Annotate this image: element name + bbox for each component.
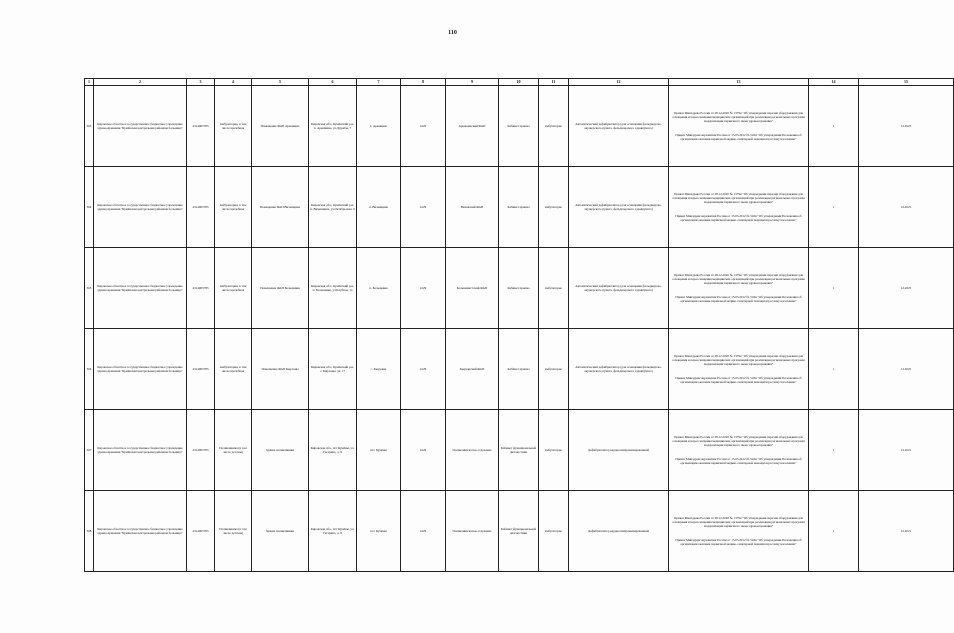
column-number: 10: [499, 79, 539, 86]
legal-basis-order-1379n: Приказ Минздрава России от 28.12.2020 № 1379н "Об утверждении перечня оборудования для оснащения и переоснащения медицинских организаций при реализации региональных программ модернизации первичного звена здравоохранения": [672, 435, 805, 447]
row-number: 366: [85, 329, 94, 410]
table-row: [85, 86, 954, 167]
care-type: амбулаторно: [539, 167, 569, 248]
organization-name: Кировское областное государственное бюджетное учреждение здравоохранения "Кумёнская центральная районная больница": [94, 410, 187, 491]
equipment-name: Дефибриллятор кардиосинхронизированный: [569, 491, 669, 572]
organization-name: Кировское областное государственное бюджетное учреждение здравоохранения "Кумёнская центральная районная больница": [94, 248, 187, 329]
quantity: 1: [809, 86, 859, 167]
equipment-name: Автоматический дефибриллятор (для оснащения фельдшерско-акушерского пункта, фельдшерского здравпункта): [569, 86, 669, 167]
code: 4129: [401, 329, 446, 410]
inn: 4314005783: [187, 329, 215, 410]
column-number: 15: [859, 79, 954, 86]
row-number: 368: [85, 491, 94, 572]
quantity: 1: [809, 491, 859, 572]
address: Кировская обл., Кумёнский р-н, п. Аркашино, ул.Дружбы, 7: [309, 86, 357, 167]
table-row: [85, 329, 954, 410]
row-number: 364: [85, 167, 94, 248]
room: Кабинет приема: [499, 248, 539, 329]
legal-basis: [669, 248, 809, 329]
code: 4129: [401, 248, 446, 329]
unit-name: Здание поликлиники: [252, 410, 309, 491]
room: Кабинет приема: [499, 329, 539, 410]
row-number: 367: [85, 410, 94, 491]
legal-basis: [669, 167, 809, 248]
due-date: 12.2025: [859, 167, 954, 248]
page-number: 110: [448, 30, 457, 36]
legal-basis-order-1379n: Приказ Минздрава России от 28.12.2020 № 1379н "Об утверждении перечня оборудования для оснащения и переоснащения медицинских организаций при реализации региональных программ модернизации первичного звена здравоохранения": [672, 354, 805, 366]
care-type: амбулаторно: [539, 329, 569, 410]
column-number: 2: [94, 79, 187, 86]
legal-basis-order-543n: Приказ Минздравсоцразвития России от 15.05.2012 № 543н "Об утверждении Положения об организации оказания первичной медико-санитарной помощи взрослому населению": [675, 457, 802, 465]
table-row: [85, 167, 954, 248]
equipment-registry-table: [84, 78, 954, 572]
facility-type: Амбулатория, в том числе врачебная: [215, 248, 252, 329]
column-number: 4: [215, 79, 252, 86]
code: 4129: [401, 491, 446, 572]
equipment-name: Автоматический дефибриллятор (для оснащения фельдшерско-акушерского пункта, фельдшерского здравпункта): [569, 329, 669, 410]
legal-basis: [669, 491, 809, 572]
quantity: 1: [809, 248, 859, 329]
legal-basis: [669, 329, 809, 410]
facility-type: Амбулатория, в том числе врачебная: [215, 167, 252, 248]
unit-name: Помещение ФАП Кырчаны: [252, 329, 309, 410]
address: Кировская обл., Кумёнский р-н, с. Кырчаны, ул. 17: [309, 329, 357, 410]
legal-basis: [669, 86, 809, 167]
column-number: 6: [309, 79, 357, 86]
table-row: [85, 410, 954, 491]
column-number: 12: [569, 79, 669, 86]
organization-name: Кировское областное государственное бюджетное учреждение здравоохранения "Кумёнская центральная районная больница": [94, 329, 187, 410]
column-number: 13: [669, 79, 809, 86]
settlement: пгт. Кумёны: [357, 491, 401, 572]
column-number: 1: [85, 79, 94, 86]
column-number: 7: [357, 79, 401, 86]
legal-basis-order-543n: Приказ Минздравсоцразвития России от 15.05.2012 № 543н "Об утверждении Положения об организации оказания первичной медико-санитарной помощи взрослому населению": [675, 214, 802, 222]
column-number: 8: [401, 79, 446, 86]
room: Кабинет приема: [499, 167, 539, 248]
column-number: 5: [252, 79, 309, 86]
department: Кырчанский ФАП: [446, 329, 499, 410]
care-type: амбулаторно: [539, 410, 569, 491]
legal-basis: [669, 410, 809, 491]
organization-name: Кировское областное государственное бюджетное учреждение здравоохранения "Кумёнская центральная районная больница": [94, 167, 187, 248]
inn: 4314005783: [187, 86, 215, 167]
equipment-name: Автоматический дефибриллятор (для оснащения фельдшерско-акушерского пункта, фельдшерского здравпункта): [569, 167, 669, 248]
department: Поликлиническое отделение: [446, 491, 499, 572]
unit-name: Помещение ФАП Большевик: [252, 248, 309, 329]
due-date: 12.2021: [859, 491, 954, 572]
department: Аркашинский ФАП: [446, 86, 499, 167]
legal-basis-order-543n: Приказ Минздравсоцразвития России от 15.05.2012 № 543н "Об утверждении Положения об организации оказания первичной медико-санитарной помощи взрослому населению": [675, 376, 802, 384]
settlement: пгт. Кумёны: [357, 410, 401, 491]
column-number: 11: [539, 79, 569, 86]
room: Кабинет функциональной диагностики: [499, 410, 539, 491]
room: Кабинет функциональной диагностики: [499, 491, 539, 572]
inn: 4314005783: [187, 248, 215, 329]
inn: 4314005783: [187, 410, 215, 491]
legal-basis-order-1379n: Приказ Минздрава России от 28.12.2020 № 1379н "Об утверждении перечня оборудования для оснащения и переоснащения медицинских организаций при реализации региональных программ модернизации первичного звена здравоохранения": [672, 111, 805, 123]
inn: 4314005783: [187, 491, 215, 572]
code: 4129: [401, 86, 446, 167]
due-date: 12.2025: [859, 248, 954, 329]
table-row: [85, 248, 954, 329]
address: Кировская обл., пгт Кумёны, ул. Гагарина, д. 9: [309, 410, 357, 491]
code: 4129: [401, 410, 446, 491]
facility-type: Амбулатория, в том числе врачебная: [215, 329, 252, 410]
settlement: п. Большевик: [357, 248, 401, 329]
care-type: амбулаторно: [539, 248, 569, 329]
unit-name: Здание поликлиники: [252, 491, 309, 572]
quantity: 1: [809, 329, 859, 410]
legal-basis-order-543n: Приказ Минздравсоцразвития России от 15.05.2012 № 543н "Об утверждении Положения об организации оказания первичной медико-санитарной помощи взрослому населению": [675, 295, 802, 303]
code: 4129: [401, 167, 446, 248]
unit-name: Помещение ФАП Аркашино: [252, 86, 309, 167]
quantity: 1: [809, 167, 859, 248]
legal-basis-order-543n: Приказ Минздравсоцразвития России от 15.05.2012 № 543н "Об утверждении Положения об организации оказания первичной медико-санитарной помощи взрослому населению": [675, 538, 802, 546]
legal-basis-order-1379n: Приказ Минздрава России от 28.12.2020 № 1379н "Об утверждении перечня оборудования для оснащения и переоснащения медицинских организаций при реализации региональных программ модернизации первичного звена здравоохранения": [672, 516, 805, 528]
legal-basis-order-1379n: Приказ Минздрава России от 28.12.2020 № 1379н "Об утверждении перечня оборудования для оснащения и переоснащения медицинских организаций при реализации региональных программ модернизации первичного звена здравоохранения": [672, 192, 805, 204]
address: Кировская обл., Кумёнский р-н, п. Вичевщина, ул.Октябрьская, 9: [309, 167, 357, 248]
legal-basis-order-1379n: Приказ Минздрава России от 28.12.2020 № 1379н "Об утверждении перечня оборудования для оснащения и переоснащения медицинских организаций при реализации региональных программ модернизации первичного звена здравоохранения": [672, 273, 805, 285]
row-number: 365: [85, 248, 94, 329]
due-date: 12.2025: [859, 329, 954, 410]
address: Кировская обл., Кумёнский р-н, п. Большевик, ул.Клубная, 1а: [309, 248, 357, 329]
equipment-name: Дефибриллятор кардиосинхронизированный: [569, 410, 669, 491]
facility-type: Поликлиника (в том числе детская): [215, 491, 252, 572]
room: Кабинет приема: [499, 86, 539, 167]
column-number: 14: [809, 79, 859, 86]
department: Большевистский ФАП: [446, 248, 499, 329]
settlement: с. Кырчаны: [357, 329, 401, 410]
unit-name: Помещение ФАП Вичевщина: [252, 167, 309, 248]
legal-basis-order-543n: Приказ Минздравсоцразвития России от 15.05.2012 № 543н "Об утверждении Положения об организации оказания первичной медико-санитарной помощи взрослому населению": [675, 133, 802, 141]
settlement: п. Вичевщина: [357, 167, 401, 248]
facility-type: Амбулатория, в том числе врачебная: [215, 86, 252, 167]
registry-body: [85, 86, 954, 572]
row-number: 363: [85, 86, 94, 167]
inn: 4314005783: [187, 167, 215, 248]
settlement: д. Аркашино: [357, 86, 401, 167]
care-type: амбулаторно: [539, 491, 569, 572]
equipment-name: Автоматический дефибриллятор (для оснащения фельдшерско-акушерского пункта, фельдшерского здравпункта): [569, 248, 669, 329]
due-date: 12.2025: [859, 86, 954, 167]
quantity: 1: [809, 410, 859, 491]
table-row: [85, 491, 954, 572]
column-number-row: [85, 79, 954, 86]
facility-type: Поликлиника (в том числе детская): [215, 410, 252, 491]
organization-name: Кировское областное государственное бюджетное учреждение здравоохранения "Кумёнская центральная районная больница": [94, 86, 187, 167]
column-number: 9: [446, 79, 499, 86]
care-type: амбулаторно: [539, 86, 569, 167]
column-number: 3: [187, 79, 215, 86]
department: Поликлиническое отделение: [446, 410, 499, 491]
department: Вичевский ФАП: [446, 167, 499, 248]
due-date: 12.2021: [859, 410, 954, 491]
address: Кировская обл., пгт Кумёны, ул. Гагарина, д. 9: [309, 491, 357, 572]
organization-name: Кировское областное государственное бюджетное учреждение здравоохранения "Кумёнская центральная районная больница": [94, 491, 187, 572]
